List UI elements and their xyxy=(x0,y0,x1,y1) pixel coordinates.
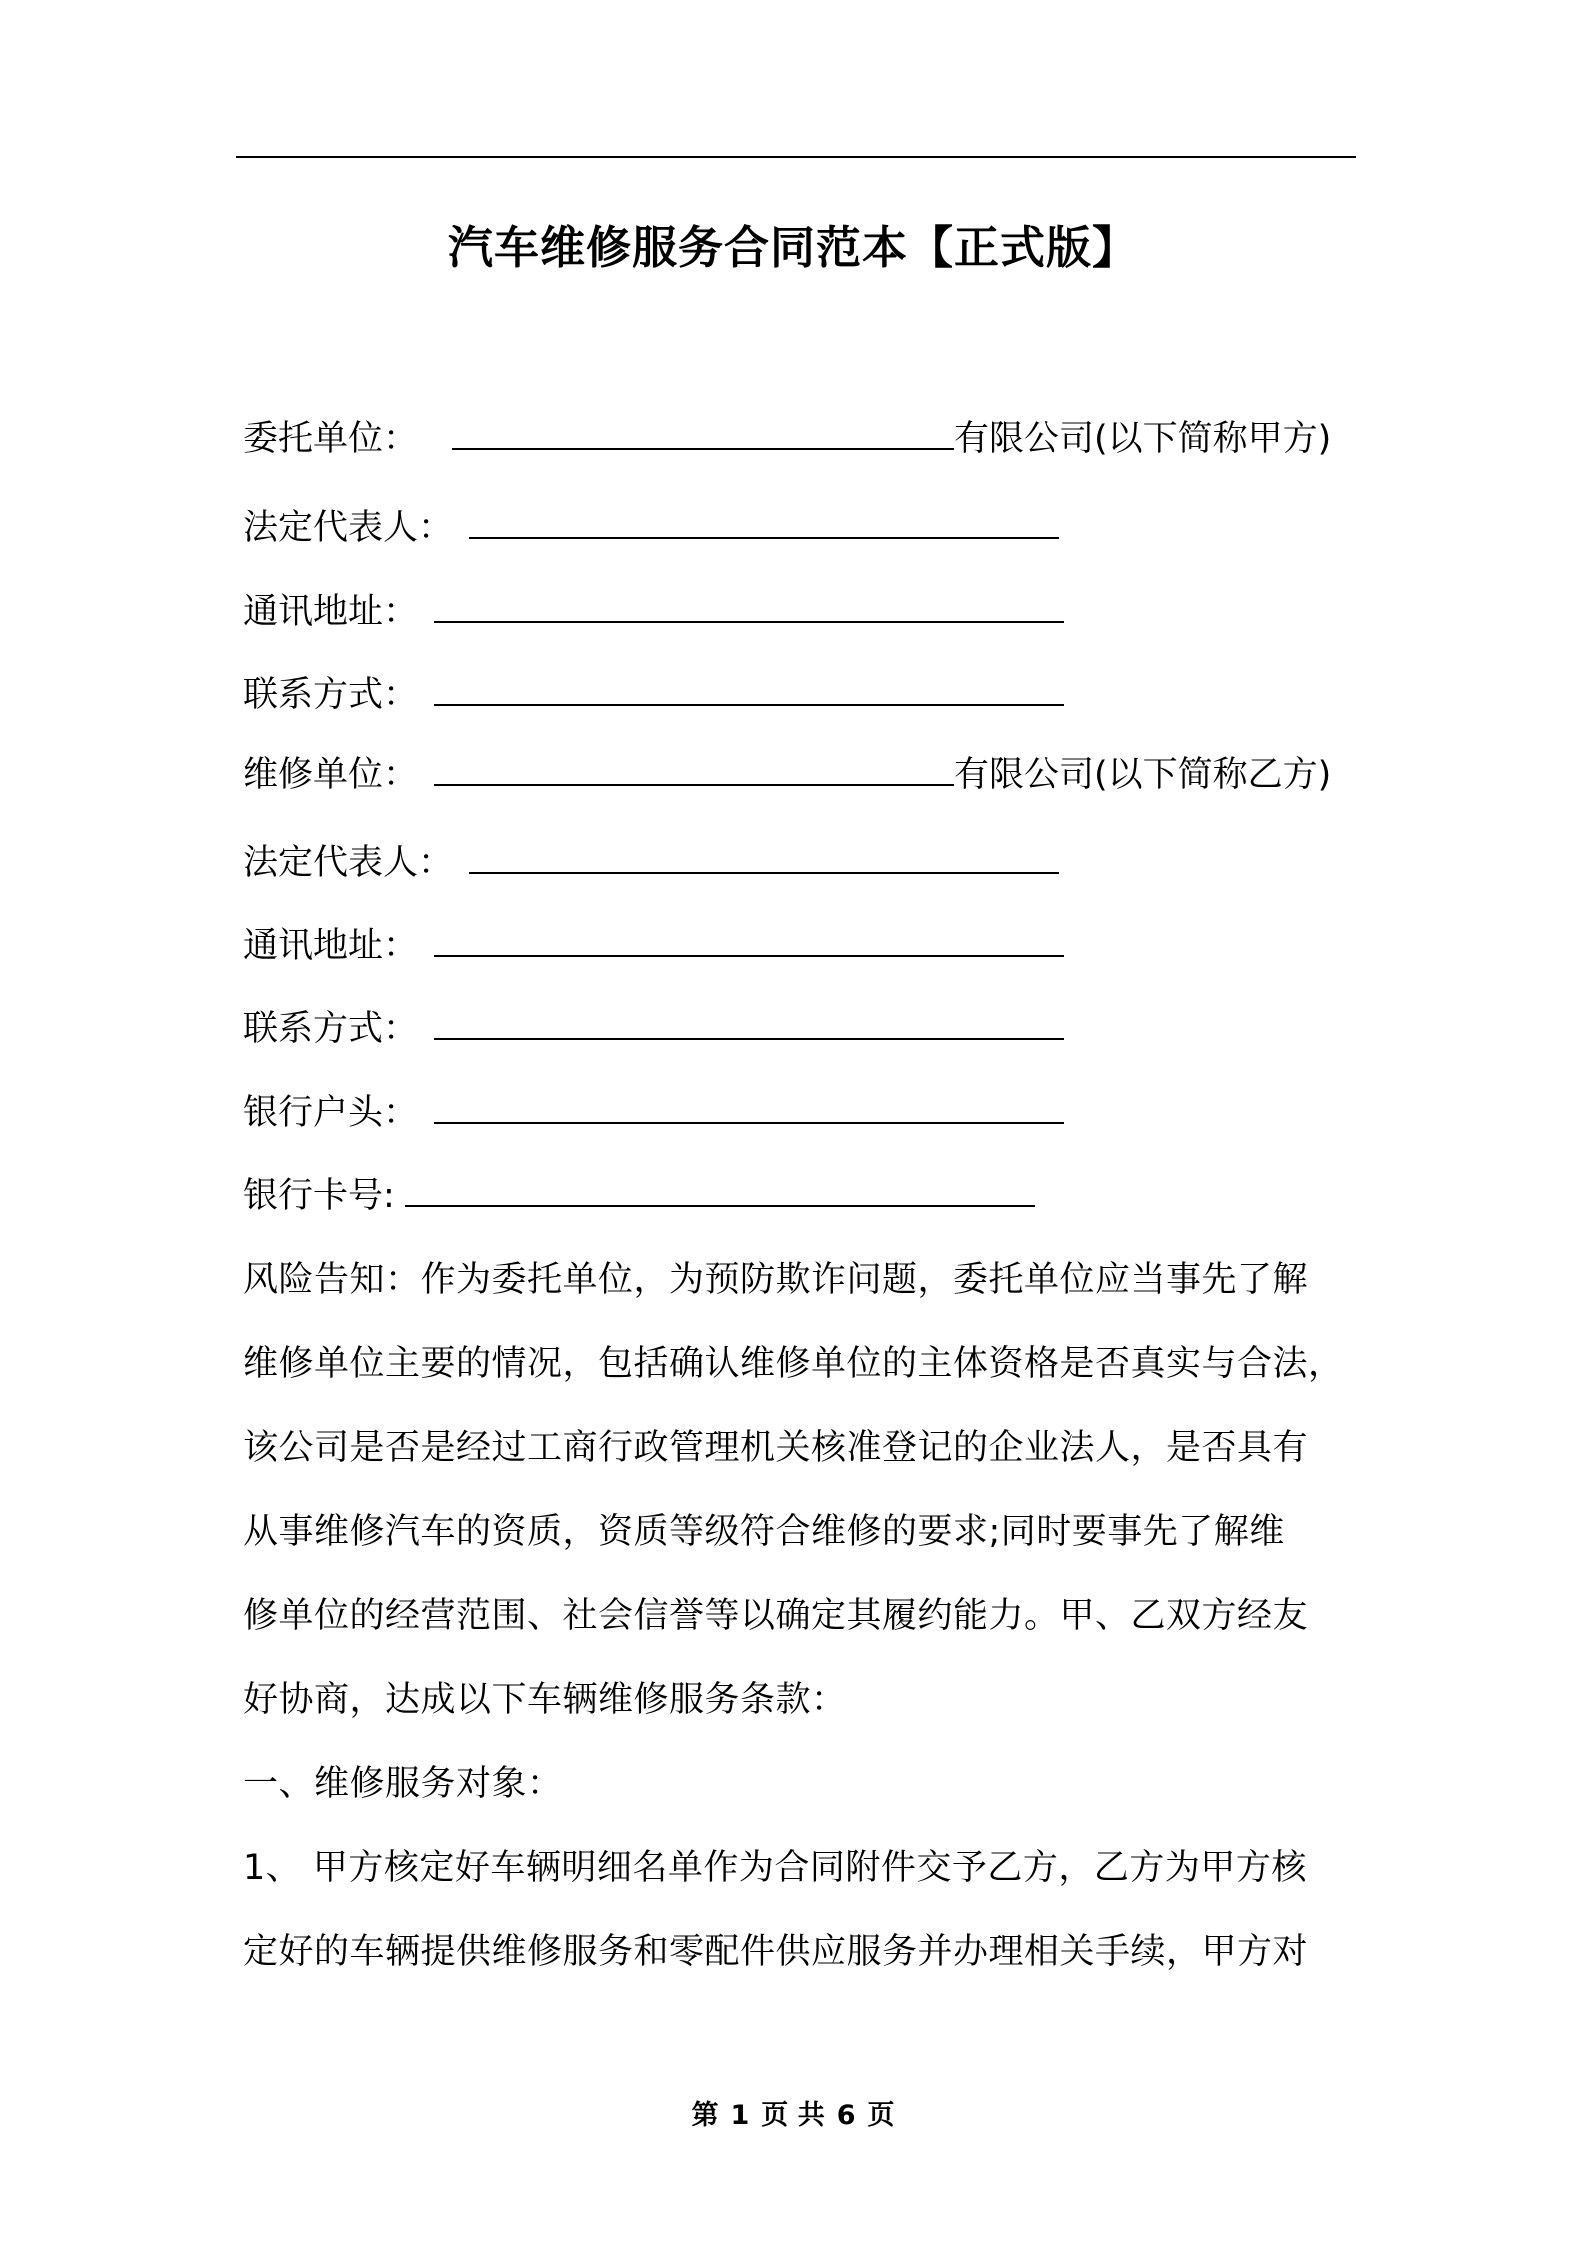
paragraph-line: 从事维修汽车的资质，资质等级符合维修的要求;同时要事先了解维 xyxy=(243,1512,1285,1552)
field-label: 法定代表人： xyxy=(243,508,454,548)
section-heading xyxy=(243,1742,1368,1826)
fill-blank[interactable] xyxy=(469,842,1059,874)
field-bank-account-name xyxy=(243,1088,1064,1138)
fill-blank[interactable] xyxy=(469,507,1059,539)
field-repair-unit xyxy=(243,750,1331,800)
header-rule xyxy=(236,156,1356,158)
fill-blank[interactable] xyxy=(434,754,954,786)
field-label: 联系方式： xyxy=(243,675,419,715)
risk-notice-paragraph xyxy=(243,1238,1368,1742)
field-label: 联系方式： xyxy=(243,1009,419,1049)
total-page-count: 6 xyxy=(836,2100,856,2131)
paragraph-line: 修单位的经营范围、社会信誉等以确定其履约能力。甲、乙双方经友 xyxy=(243,1596,1309,1636)
field-legal-rep-b xyxy=(243,838,1059,888)
fill-blank[interactable] xyxy=(452,418,954,450)
field-legal-rep-a xyxy=(243,503,1059,553)
field-contact-b xyxy=(243,1004,1064,1054)
paragraph-line: 1、 甲方核定好车辆明细名单作为合同附件交予乙方，乙方为甲方核 xyxy=(243,1848,1307,1888)
current-page-number: 1 xyxy=(730,2100,750,2131)
field-label: 委托单位： xyxy=(243,419,419,459)
footer-suffix: 页 xyxy=(867,2100,895,2131)
fill-blank[interactable] xyxy=(434,674,1064,706)
field-contact-a xyxy=(243,670,1064,720)
field-label: 通讯地址： xyxy=(243,592,419,632)
document-title: 汽车维修服务合同范本【正式版】 xyxy=(447,221,1138,274)
paragraph-line: 好协商，达成以下车辆维修服务条款： xyxy=(243,1680,847,1720)
field-label: 银行卡号: xyxy=(243,1176,395,1216)
field-label: 维修单位： xyxy=(243,755,419,795)
field-label: 通讯地址： xyxy=(243,926,419,966)
field-label: 银行户头： xyxy=(243,1093,419,1133)
fill-blank[interactable] xyxy=(434,591,1064,623)
field-address-b xyxy=(243,921,1064,971)
section-1-heading: 一、维修服务对象： xyxy=(243,1764,563,1804)
footer-mid: 页 共 xyxy=(761,2100,825,2131)
paragraph-line: 定好的车辆提供维修服务和零配件供应服务并办理相关手续，甲方对 xyxy=(243,1932,1309,1972)
paragraph-line: 风险告知：作为委托单位，为预防欺诈问题，委托单位应当事先了解 xyxy=(243,1260,1309,1300)
clause-1-paragraph xyxy=(243,1826,1368,1994)
page-footer xyxy=(0,2096,1586,2136)
footer-prefix: 第 xyxy=(691,2100,719,2131)
fill-blank[interactable] xyxy=(434,925,1064,957)
field-address-a xyxy=(243,587,1064,637)
paragraph-line: 该公司是否是经过工商行政管理机关核准登记的企业法人，是否具有 xyxy=(243,1428,1309,1468)
field-label: 法定代表人： xyxy=(243,843,454,883)
fill-blank[interactable] xyxy=(434,1008,1064,1040)
fill-blank[interactable] xyxy=(434,1092,1064,1124)
field-suffix: 有限公司(以下简称乙方) xyxy=(954,755,1332,795)
field-bank-card-number xyxy=(243,1171,1035,1221)
fill-blank[interactable] xyxy=(405,1175,1035,1207)
field-entrusting-unit xyxy=(243,414,1331,464)
paragraph-line: 维修单位主要的情况，包括确认维修单位的主体资格是否真实与合法， xyxy=(243,1344,1344,1384)
field-suffix: 有限公司(以下简称甲方) xyxy=(954,419,1332,459)
